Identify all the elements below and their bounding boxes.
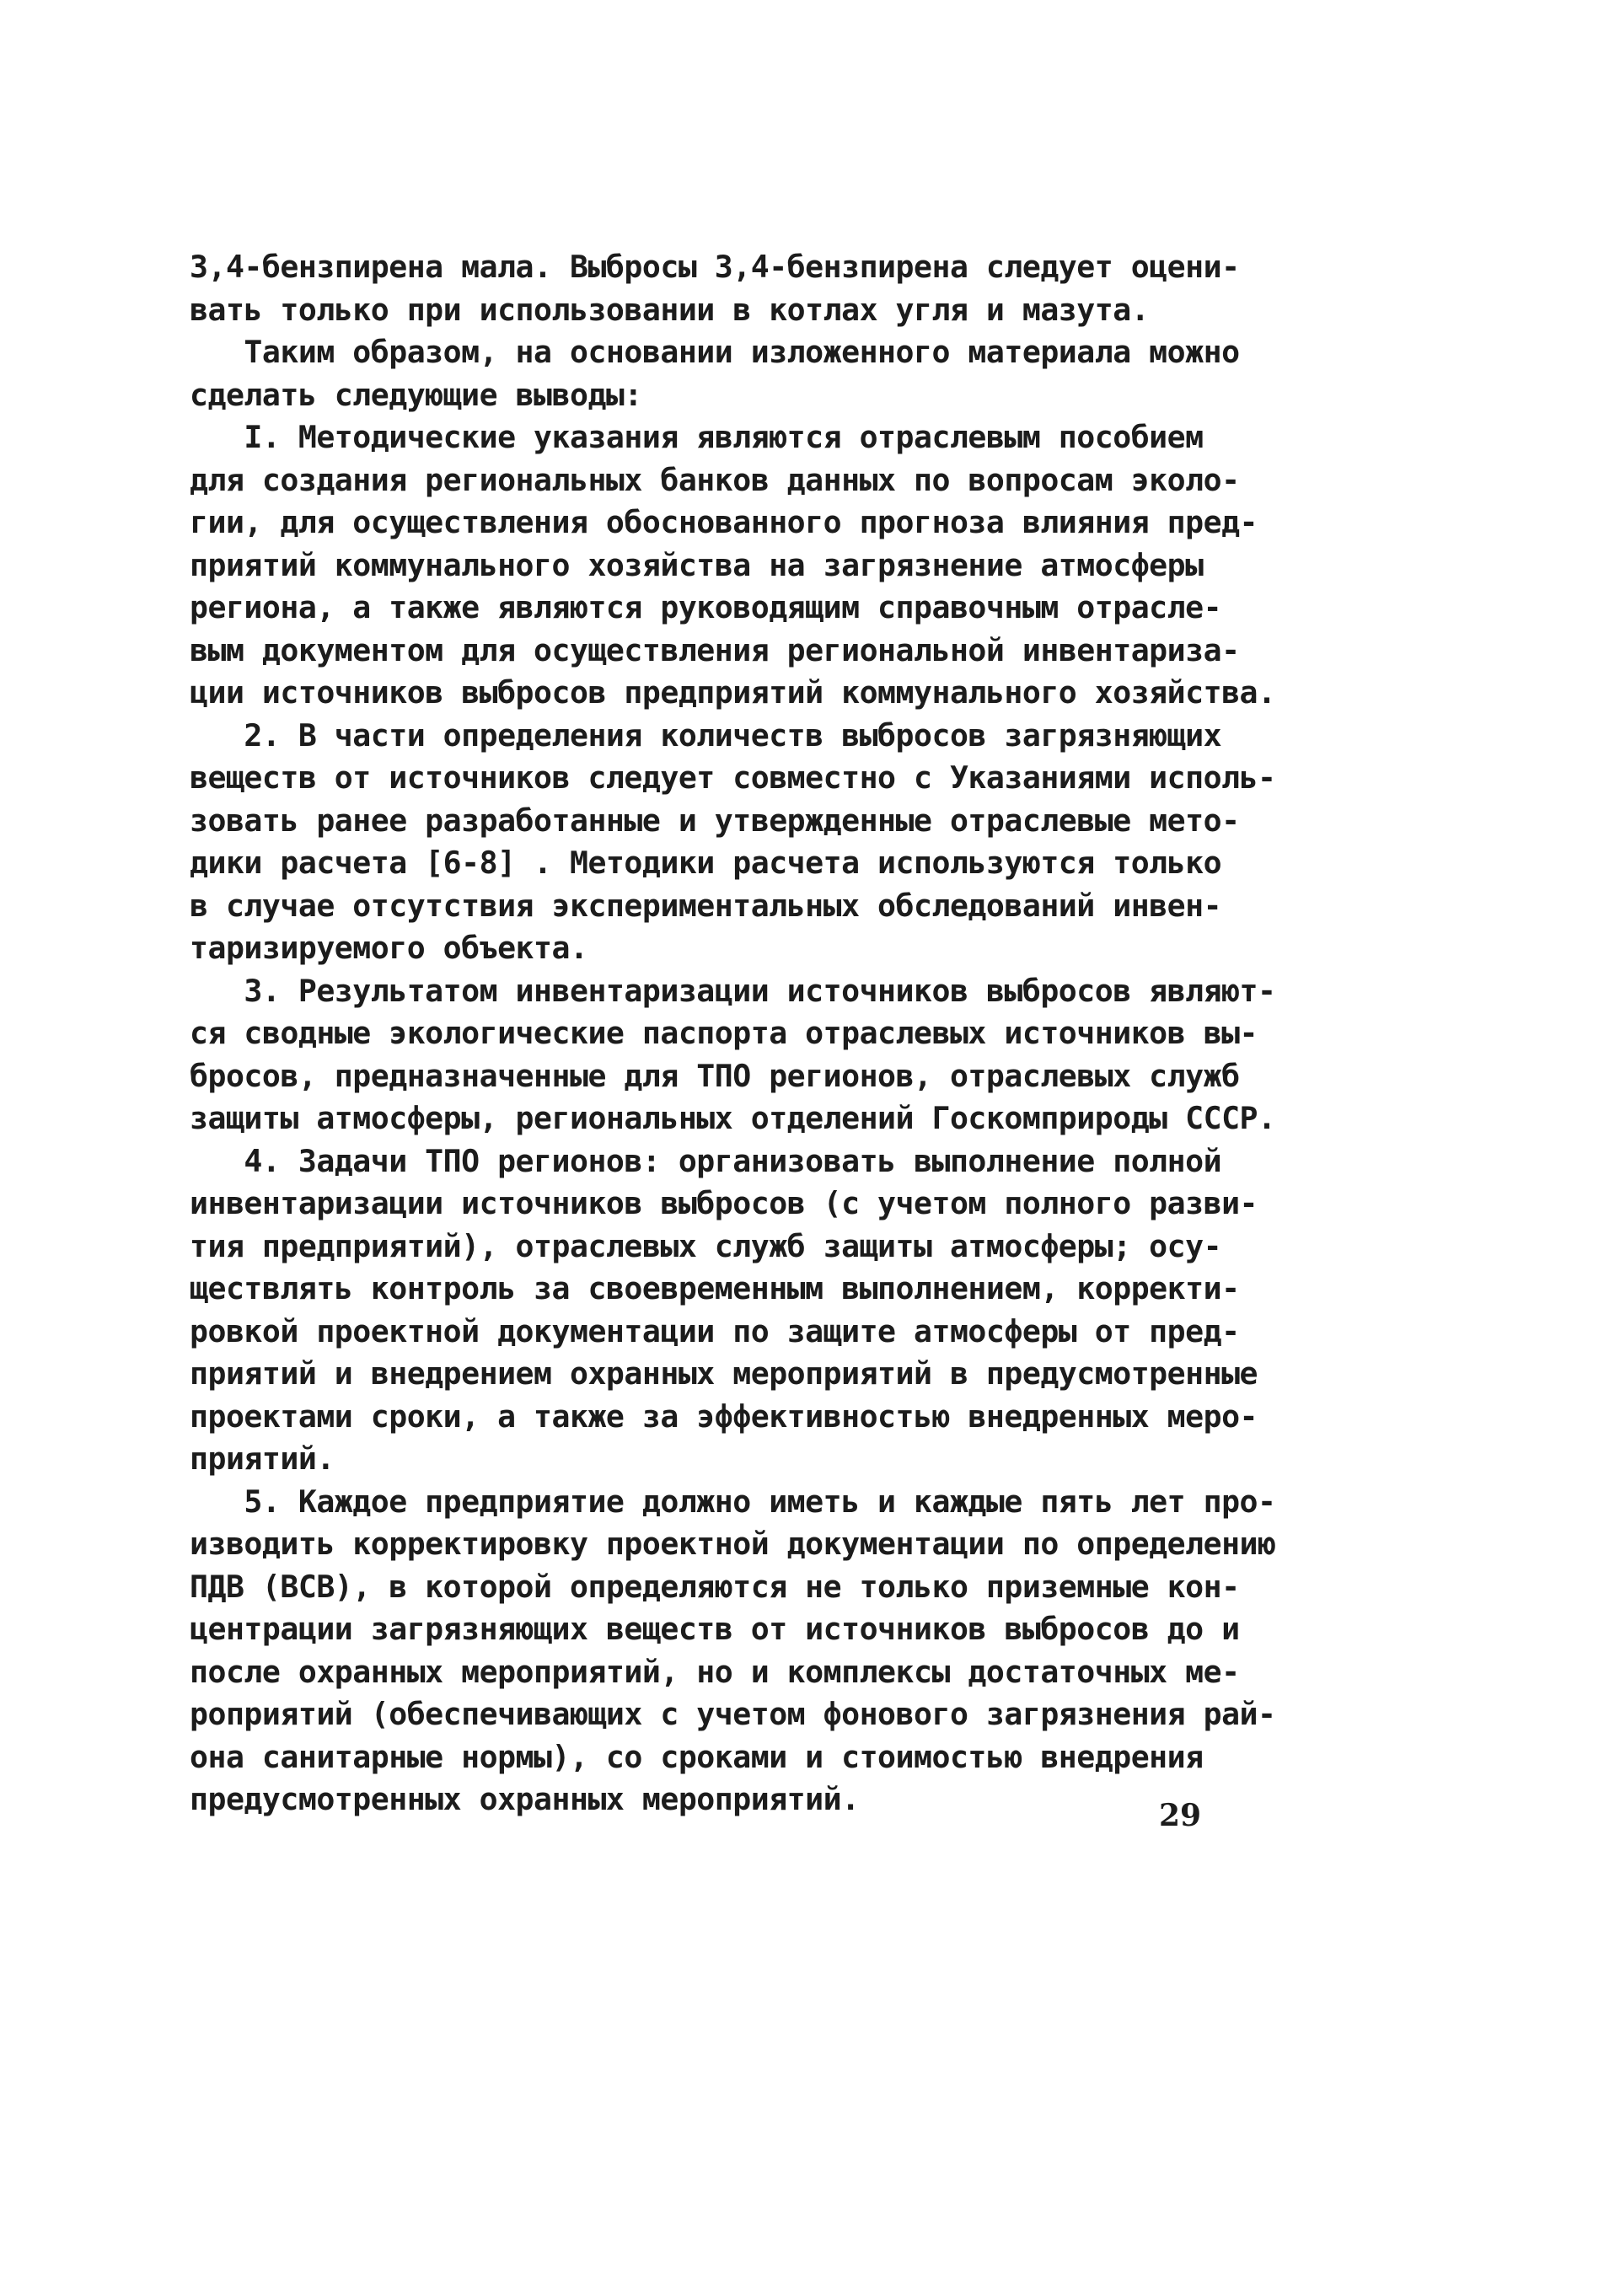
paragraph	[190, 1140, 1258, 1481]
text-line: 4. Задачи ТПО регионов: организовать выполнение полной	[190, 1142, 1222, 1179]
text-line: центрации загрязняющих веществ от источников выбросов до и	[190, 1611, 1240, 1647]
text-line: 2. В части определения количеств выбросов загрязняющих	[190, 716, 1222, 754]
text-line: в случае отсутствия экспериментальных обследований инвен-	[190, 887, 1222, 924]
text-line: роприятий (обеспечивающих с учетом фонового загрязнения рай-	[190, 1696, 1276, 1732]
text-line: гии, для осуществления обоснованного прогноза влияния пред-	[190, 504, 1258, 540]
paragraph	[190, 970, 1276, 1140]
paragraph	[190, 1481, 1276, 1821]
text-line: проектами сроки, а также за эффективностью внедренных меро-	[190, 1397, 1258, 1435]
text-line: дики расчета [6-8] . Методики расчета используются только	[190, 845, 1222, 881]
text-line: приятий и внедрением охранных мероприятий в предусмотренные	[190, 1355, 1258, 1392]
text-line: I. Методические указания являются отраслевым пособием	[190, 419, 1204, 455]
text-line: вать только при использовании в котлах угля и мазута.	[190, 291, 1150, 328]
text-line: ществлять контроль за своевременным выполнением, корректи-	[190, 1270, 1240, 1306]
paragraph	[190, 331, 1239, 416]
text-line: она санитарные нормы), со сроками и стоимостью внедрения	[190, 1738, 1204, 1775]
text-line: Таким образом, на основании изложенного материала можно	[190, 334, 1240, 370]
text-line: изводить корректировку проектной документации по определению	[190, 1526, 1276, 1562]
text-line: приятий.	[190, 1440, 335, 1477]
text-line: 5. Каждое предприятие должно иметь и каждые пять лет про-	[190, 1483, 1276, 1520]
paragraph	[190, 715, 1276, 970]
text-line: для создания региональных банков данных по вопросам эколо-	[190, 461, 1240, 498]
text-line: вым документом для осуществления региональной инвентариза-	[190, 631, 1240, 668]
text-line: зовать ранее разработанные и утвержденные отраслевые мето-	[190, 802, 1240, 839]
paragraph	[190, 246, 1239, 331]
text-line: бросов, предназначенные для ТПО регионов, отраслевых служб	[190, 1057, 1240, 1094]
text-line: предусмотренных охранных мероприятий.	[190, 1781, 860, 1817]
text-line: региона, а также являются руководящим справочным отрасле-	[190, 589, 1222, 625]
text-line: таризируемого объекта.	[190, 930, 588, 966]
text-line: инвентаризации источников выбросов (с учетом полного разви-	[190, 1185, 1258, 1221]
page-number: 29	[1159, 1798, 1202, 1833]
text-line: сделать следующие выводы:	[190, 376, 642, 413]
body-text	[190, 246, 1276, 1821]
paragraph	[190, 416, 1276, 715]
text-line: приятий коммунального хозяйства на загрязнение атмосферы	[190, 546, 1204, 583]
text-line: тия предприятий), отраслевых служб защиты атмосферы; осу-	[190, 1227, 1222, 1264]
text-line: защиты атмосферы, региональных отделений Госкомприроды СССР.	[190, 1100, 1276, 1136]
text-line: ции источников выбросов предприятий коммунального хозяйства.	[190, 674, 1276, 711]
text-line: ПДВ (ВСВ), в которой определяются не только приземные кон-	[190, 1568, 1240, 1605]
text-line: ровкой проектной документации по защите атмосферы от пред-	[190, 1312, 1240, 1349]
text-line: после охранных мероприятий, но и комплексы достаточных ме-	[190, 1653, 1240, 1690]
text-line: 3,4-бензпирена мала. Выбросы 3,4-бензпирена следует оцени-	[190, 249, 1240, 285]
text-line: 3. Результатом инвентаризации источников выбросов являют-	[190, 972, 1276, 1009]
text-line: веществ от источников следует совместно с Указаниями исполь-	[190, 759, 1276, 796]
text-line: ся сводные экологические паспорта отраслевых источников вы-	[190, 1015, 1258, 1051]
